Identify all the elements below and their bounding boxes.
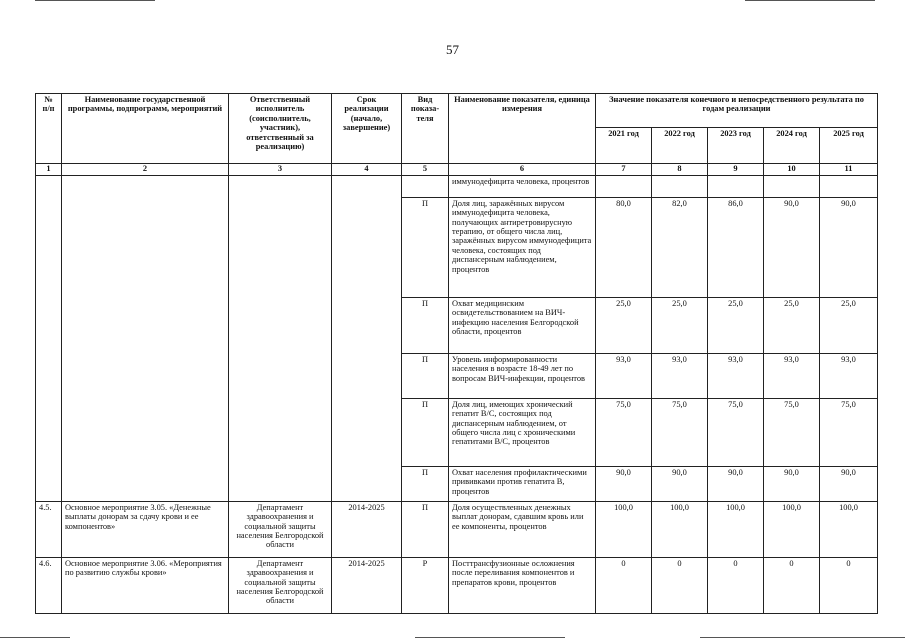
cell-num: 4.5.: [36, 501, 62, 557]
header-responsible: Ответственный исполнитель (соисполнитель, участник), ответственный за реализацию): [229, 94, 332, 164]
cell-period: [332, 175, 402, 501]
header-year: 2025 год: [820, 128, 878, 164]
cell-value: 90,0: [820, 466, 878, 501]
index-cell: 2: [62, 164, 229, 176]
cell-value: [708, 175, 764, 197]
cell-value: 93,0: [596, 353, 652, 398]
cell-indicator-type: П: [402, 353, 449, 398]
cell-value: 90,0: [764, 466, 820, 501]
table-row: [36, 175, 878, 197]
cell-value: 80,0: [596, 197, 652, 297]
index-cell: 7: [596, 164, 652, 176]
bottom-rule-left: [0, 637, 70, 638]
cell-indicator-type: П: [402, 501, 449, 557]
cell-indicator-type: Р: [402, 557, 449, 613]
cell-period: 2014-2025: [332, 501, 402, 557]
cell-value: 25,0: [596, 297, 652, 353]
cell-value: 90,0: [820, 197, 878, 297]
cell-value: 75,0: [820, 398, 878, 466]
cell-value: 93,0: [652, 353, 708, 398]
top-rule-left: [35, 0, 155, 1]
cell-indicator-name: Доля лиц, имеющих хронический гепатит В/С, состоящих под диспансерным наблюдением, от общего числа лиц с хроническими гепатитами В/С, процентов: [449, 398, 596, 466]
cell-program-name: [62, 175, 229, 501]
header-num: № п/п: [36, 94, 62, 164]
index-cell: 9: [708, 164, 764, 176]
cell-value: 25,0: [764, 297, 820, 353]
header-indicator-name: Наименование показателя, единица измерения: [449, 94, 596, 164]
bottom-rule-middle: [415, 637, 565, 638]
header-year: 2022 год: [652, 128, 708, 164]
cell-responsible: [229, 175, 332, 501]
cell-indicator-name: Доля лиц, заражённых вирусом иммунодефицита человека, получающих антиретровирусную терапию, от общего числа лиц, заражённых вирусом иммунодефицита человека, состоящих под диспансерным наблюдением, процентов: [449, 197, 596, 297]
cell-value: 0: [596, 557, 652, 613]
top-rule-right: [745, 0, 875, 1]
header-values-group: Значение показателя конечного и непосредственного результата по годам реализации: [596, 94, 878, 128]
indicators-table: [35, 93, 878, 614]
cell-indicator-type: П: [402, 297, 449, 353]
cell-value: 90,0: [764, 197, 820, 297]
header-year: 2024 год: [764, 128, 820, 164]
cell-indicator-type: П: [402, 197, 449, 297]
index-cell: 3: [229, 164, 332, 176]
table-row: [36, 557, 878, 613]
cell-value: 0: [820, 557, 878, 613]
cell-value: 90,0: [652, 466, 708, 501]
cell-value: 0: [708, 557, 764, 613]
cell-value: 25,0: [708, 297, 764, 353]
cell-value: 90,0: [596, 466, 652, 501]
cell-num: 4.6.: [36, 557, 62, 613]
index-cell: 11: [820, 164, 878, 176]
index-cell: 1: [36, 164, 62, 176]
cell-value: 75,0: [764, 398, 820, 466]
cell-value: 75,0: [652, 398, 708, 466]
cell-value: 25,0: [820, 297, 878, 353]
cell-value: [764, 175, 820, 197]
cell-indicator-name: Доля осуществленных денежных выплат донорам, сдавшим кровь или ее компоненты, процентов: [449, 501, 596, 557]
cell-value: 0: [764, 557, 820, 613]
cell-value: 93,0: [708, 353, 764, 398]
cell-value: 0: [652, 557, 708, 613]
header-year: 2023 год: [708, 128, 764, 164]
cell-indicator-name: Охват медицинским освидетельствованием на ВИЧ-инфекцию населения Белгородской области, процентов: [449, 297, 596, 353]
header-year: 2021 год: [596, 128, 652, 164]
cell-value: 100,0: [764, 501, 820, 557]
cell-value: 75,0: [708, 398, 764, 466]
cell-num: [36, 175, 62, 501]
cell-indicator-type: П: [402, 398, 449, 466]
cell-responsible: Департамент здравоохранения и социальной защиты населения Белгородской области: [229, 501, 332, 557]
cell-indicator-name: Уровень информированности населения в возрасте 18-49 лет по вопросам ВИЧ-инфекции, процентов: [449, 353, 596, 398]
column-index-row: [36, 164, 878, 176]
cell-value: 25,0: [652, 297, 708, 353]
cell-value: 86,0: [708, 197, 764, 297]
cell-value: 93,0: [764, 353, 820, 398]
header-program-name: Наименование государственной программы, подпрограмм, мероприятий: [62, 94, 229, 164]
index-cell: 6: [449, 164, 596, 176]
cell-indicator-name: Охват населения профилактическими прививками против гепатита В, процентов: [449, 466, 596, 501]
cell-value: [820, 175, 878, 197]
cell-program-name: Основное мероприятие 3.05. «Денежные выплаты донорам за сдачу крови и ее компонентов»: [62, 501, 229, 557]
cell-responsible: Департамент здравоохранения и социальной защиты населения Белгородской области: [229, 557, 332, 613]
cell-value: 93,0: [820, 353, 878, 398]
cell-value: [652, 175, 708, 197]
index-cell: 4: [332, 164, 402, 176]
cell-indicator-name: иммунодефицита человека, процентов: [449, 175, 596, 197]
header-period: Срок реализации (начало, завершение): [332, 94, 402, 164]
page-number: 57: [446, 42, 459, 57]
cell-value: 100,0: [596, 501, 652, 557]
index-cell: 5: [402, 164, 449, 176]
cell-value: 75,0: [596, 398, 652, 466]
cell-value: 100,0: [652, 501, 708, 557]
cell-value: [596, 175, 652, 197]
cell-indicator-name: Посттрансфузионные осложнения после переливания компонентов и препаратов крови, процентов: [449, 557, 596, 613]
table-row: [36, 501, 878, 557]
header-indicator-type: Вид показа-теля: [402, 94, 449, 164]
cell-value: 82,0: [652, 197, 708, 297]
cell-indicator-type: [402, 175, 449, 197]
index-cell: 10: [764, 164, 820, 176]
cell-program-name: Основное мероприятие 3.06. «Мероприятия по развитию службы крови»: [62, 557, 229, 613]
bottom-rule-right: [700, 637, 905, 638]
cell-value: 100,0: [820, 501, 878, 557]
index-cell: 8: [652, 164, 708, 176]
cell-value: 90,0: [708, 466, 764, 501]
cell-value: 100,0: [708, 501, 764, 557]
cell-period: 2014-2025: [332, 557, 402, 613]
cell-indicator-type: П: [402, 466, 449, 501]
